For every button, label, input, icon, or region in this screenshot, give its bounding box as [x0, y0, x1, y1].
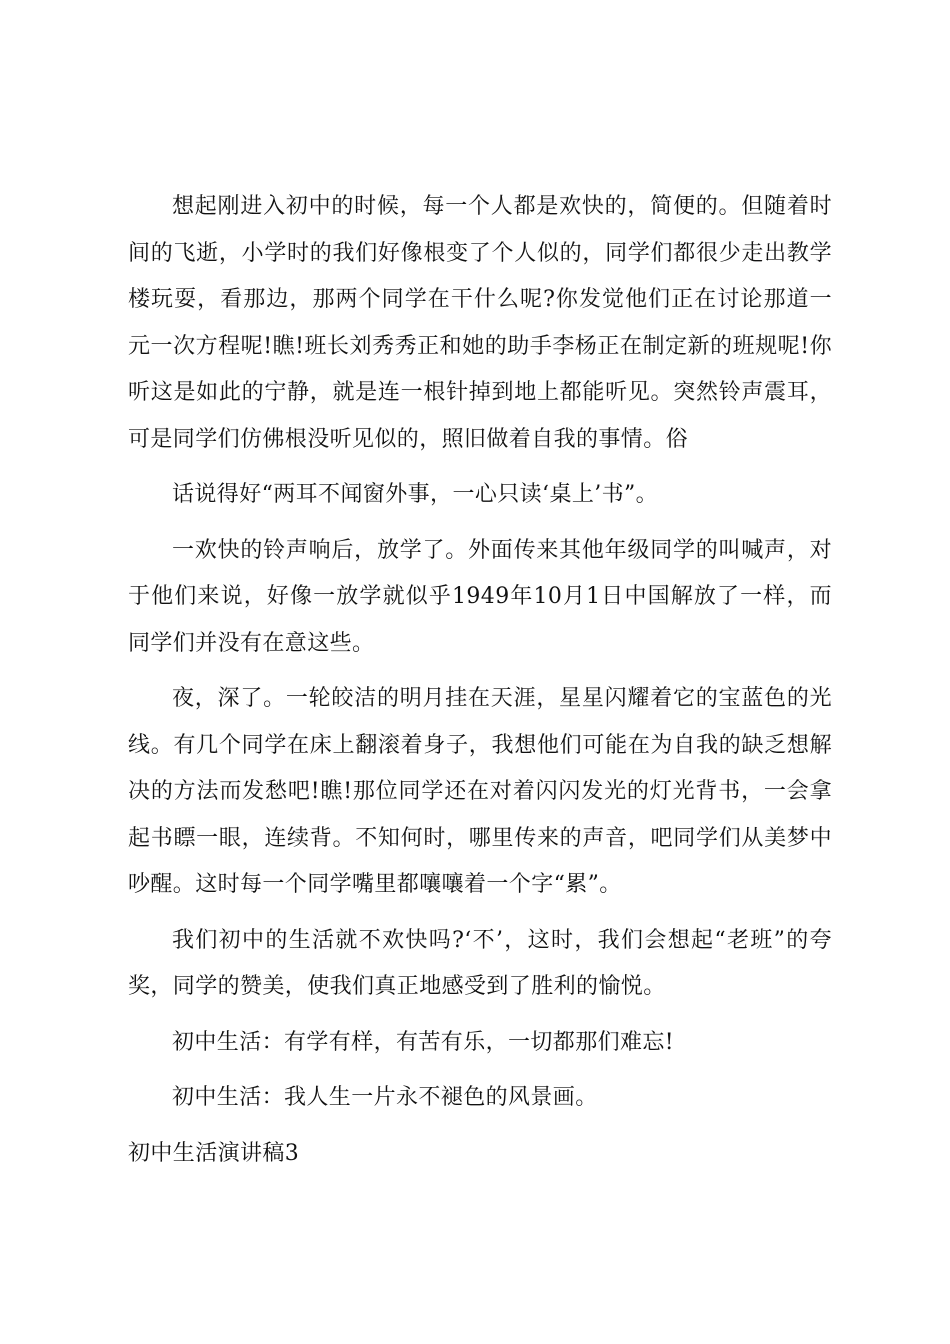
paragraph-5: 我们初中的生活就不欢快吗?‘不’，这时，我们会想起“老班”的夸奖，同学的赞美，使我们真正地感受到了胜利的愉悦。	[128, 927, 832, 999]
paragraph-7: 初中生活：我人生一片永不褪色的风景画。	[172, 1085, 598, 1110]
paragraph-6: 初中生活：有学有样，有苦有乐，一切都那们难忘!	[172, 1029, 675, 1055]
paragraph-4: 夜，深了。一轮皎洁的明月挂在天涯，星星闪耀着它的宝蓝色的光线。有几个同学在床上翻滚着身子，我想他们可能在为自我的缺乏想解决的方法而发愁吧!瞧!那位同学还在对着闪闪发光的灯光背书，一会拿起书瞟一眼，连续背。不知何时，哪里传来的声音，吧同学们从美梦中吵醒。这时每一个同学嘴里都嚷嚷着一个字“累”。	[128, 686, 832, 897]
paragraph-3: 一欢快的铃声响后，放学了。外面传来其他年级同学的叫喊声，对于他们来说，好像一放学就似乎1949年10月1日中国解放了一样，而同学们并没有在意这些。	[128, 537, 832, 656]
paragraph-1: 想起刚进入初中的时候，每一个人都是欢快的，简便的。但随着时间的飞逝，小学时的我们好像根变了个人似的，同学们都很少走出教学楼玩耍，看那边，那两个同学在干什么呢?你发觉他们正在讨论那道一元一次方程呢!瞧!班长刘秀秀正和她的助手李杨正在制定新的班规呢!你听这是如此的宁静，就是连一根针掉到地上都能听见。突然铃声震耳，可是同学们仿佛根没听见似的，照旧做着自我的事情。俗	[128, 194, 832, 452]
paragraph-2: 话说得好“两耳不闻窗外事，一心只读‘桌上’书”。	[172, 482, 659, 507]
document-body	[128, 184, 832, 1177]
section-heading: 初中生活演讲稿3	[128, 1140, 300, 1166]
